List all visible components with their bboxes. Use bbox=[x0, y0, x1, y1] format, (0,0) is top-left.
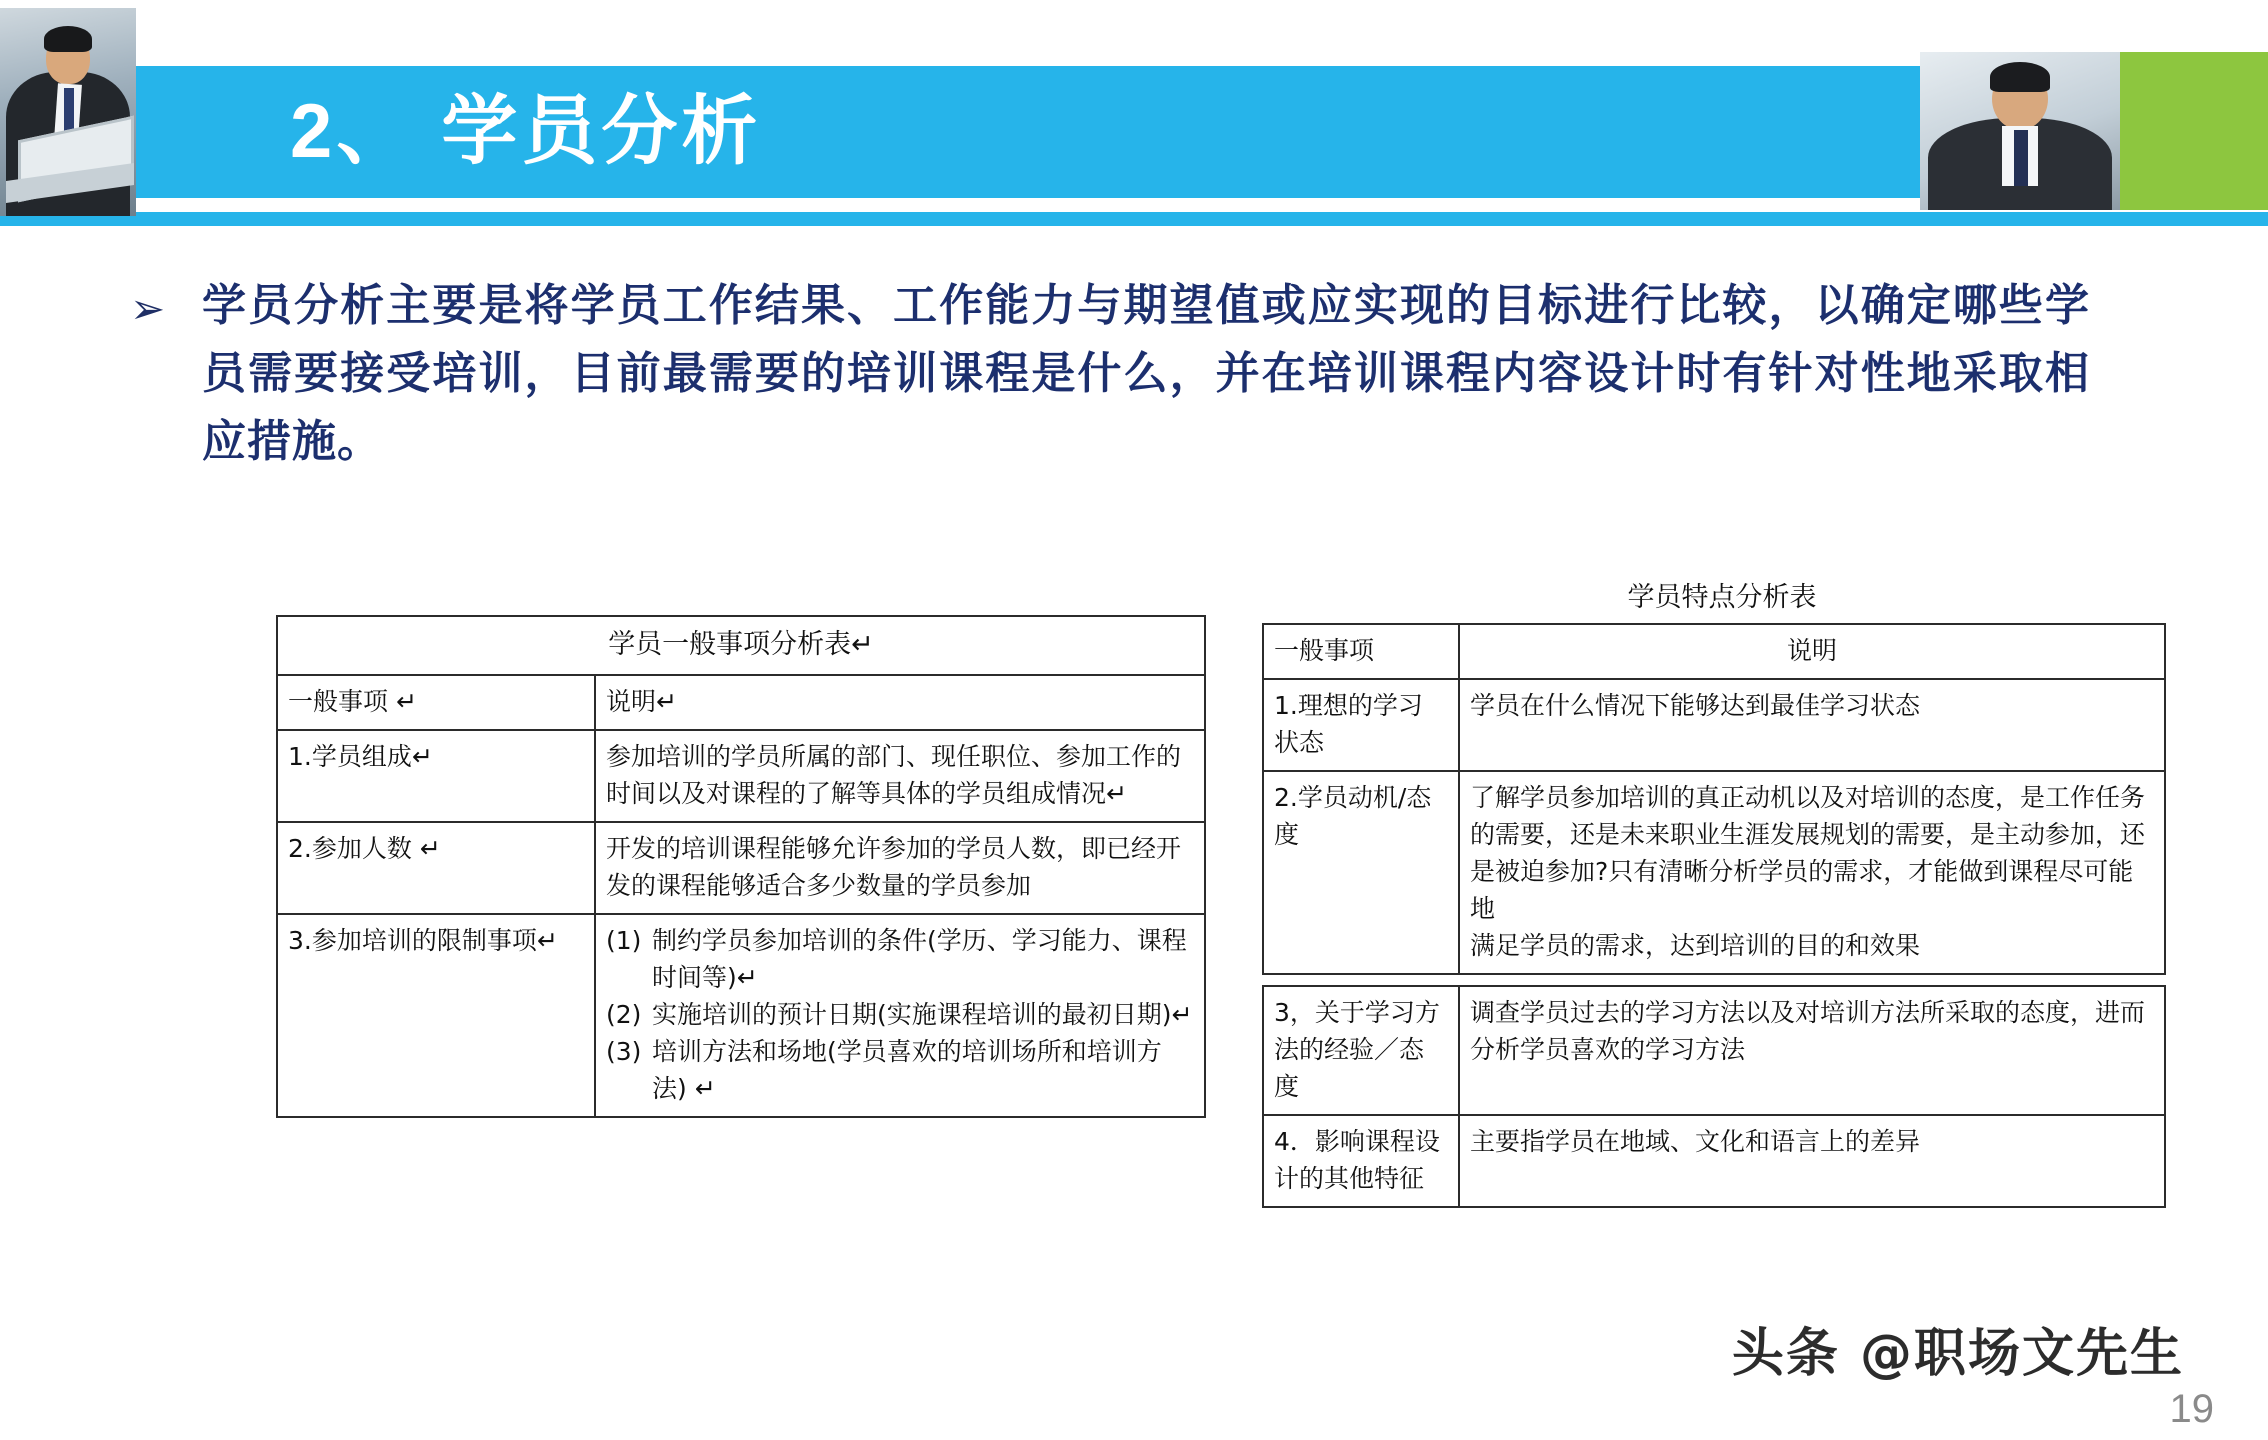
right-table-title: 学员特点分析表 bbox=[1627, 582, 1817, 613]
right-row1-desc-line1: 学员在什么情况下能够达到最佳学习状态 bbox=[1470, 691, 1921, 720]
table-row bbox=[1263, 986, 2165, 1115]
right-row1-item-line2: 状态 bbox=[1274, 728, 1325, 757]
left-row3-point-1 bbox=[606, 922, 1194, 996]
left-table-wrapper bbox=[276, 615, 1206, 1118]
header-photo-right bbox=[1920, 52, 2120, 210]
right-row1-item bbox=[1263, 679, 1459, 771]
table-general-items bbox=[276, 615, 1206, 1118]
table-row bbox=[1263, 679, 2165, 771]
left-row3-point-3-line2: 法) ↵ bbox=[652, 1074, 716, 1103]
left-row3-point-3-line1: 培训方法和场地(学员喜欢的培训场所和培训方 bbox=[652, 1037, 1162, 1066]
left-row3-point-3-num: (3) bbox=[606, 1037, 642, 1066]
right-row3-desc bbox=[1459, 986, 2165, 1115]
right-row4-desc bbox=[1459, 1115, 2165, 1207]
table-divider-cell-2 bbox=[1459, 974, 2165, 986]
right-row1-item-line1: 1.理想的学习 bbox=[1274, 691, 1423, 720]
table-divider-cell-1 bbox=[1263, 974, 1459, 986]
left-row2-desc bbox=[595, 822, 1205, 914]
right-row4-item-line1: 4．影响课程设 bbox=[1274, 1127, 1440, 1156]
photo-left-hair bbox=[44, 26, 92, 52]
right-row3-item-line2: 法的经验／态 bbox=[1274, 1035, 1425, 1064]
right-row2-item-line2: 度 bbox=[1274, 820, 1300, 849]
left-table-header-desc: 说明↵ bbox=[595, 675, 1205, 730]
right-row3-item-line1: 3，关于学习方 bbox=[1274, 998, 1440, 1027]
right-row2-desc-line3: 是被迫参加?只有清晰分析学员的需求，才能做到课程尽可能地 bbox=[1470, 857, 2134, 923]
right-row2-desc-line4: 满足学员的需求，达到培训的目的和效果 bbox=[1470, 931, 1921, 960]
left-row1-desc-line2: 时间以及对课程的了解等具体的学员组成情况↵ bbox=[606, 779, 1127, 808]
left-row1-item: 1.学员组成↵ bbox=[277, 730, 595, 822]
photo-right-hair bbox=[1990, 62, 2050, 92]
left-row1-desc-line1: 参加培训的学员所属的部门、现任职位、参加工作的 bbox=[606, 742, 1182, 771]
right-row2-desc-line1: 了解学员参加培训的真正动机以及对培训的态度，是工作任务 bbox=[1470, 783, 2146, 812]
right-row3-item bbox=[1263, 986, 1459, 1115]
left-table-header-item: 一般事项 ↵ bbox=[277, 675, 595, 730]
table-divider-row bbox=[1263, 974, 2165, 986]
left-row2-desc-line1: 开发的培训课程能够允许参加的学员人数，即已经开 bbox=[606, 834, 1182, 863]
table-row bbox=[1263, 1115, 2165, 1207]
bullet-arrow-icon: ➢ bbox=[130, 285, 166, 332]
left-row3-item: 3.参加培训的限制事项↵ bbox=[277, 914, 595, 1117]
right-table-header-item: 一般事项 bbox=[1263, 624, 1459, 679]
left-row3-point-2-line1: 实施培训的预计日期(实施课程培训的最初日期)↵ bbox=[652, 1000, 1193, 1029]
left-row3-point-3 bbox=[606, 1033, 1194, 1107]
left-row2-item: 2.参加人数 ↵ bbox=[277, 822, 595, 914]
left-table-title: 学员一般事项分析表↵ bbox=[277, 616, 1205, 675]
watermark-text: 头条 @职场文先生 bbox=[1731, 1324, 2184, 1384]
table-row bbox=[277, 822, 1205, 914]
right-row1-desc bbox=[1459, 679, 2165, 771]
right-row2-item bbox=[1263, 771, 1459, 974]
lead-paragraph-text: 学员分析主要是将学员工作结果、工作能力与期望值或应实现的目标进行比较，以确定哪些学员需要接受培训，目前最需要的培训课程是什么，并在培训课程内容设计时有针对性地采取相应措施。 bbox=[202, 281, 2090, 466]
table-learner-traits bbox=[1262, 623, 2166, 1208]
right-row2-desc bbox=[1459, 771, 2165, 974]
right-table-header-desc: 说明 bbox=[1459, 624, 2165, 679]
table-row bbox=[277, 616, 1205, 675]
left-row3-point-1-line2: 时间等)↵ bbox=[652, 963, 758, 992]
table-row bbox=[277, 730, 1205, 822]
photo-right-tie bbox=[2014, 130, 2028, 186]
table-row bbox=[277, 914, 1205, 1117]
header-underline bbox=[0, 212, 2268, 226]
left-row1-desc bbox=[595, 730, 1205, 822]
right-row2-item-line1: 2.学员动机/态 bbox=[1274, 783, 1432, 812]
table-header-row bbox=[277, 675, 1205, 730]
right-row2-desc-line2: 的需要，还是未来职业生涯发展规划的需要，是主动参加，还 bbox=[1470, 820, 2146, 849]
header-green-accent bbox=[2120, 52, 2268, 210]
right-row4-item bbox=[1263, 1115, 1459, 1207]
page-number: 19 bbox=[2169, 1387, 2214, 1431]
slide-header bbox=[0, 0, 2268, 228]
left-row3-point-1-num: (1) bbox=[606, 926, 642, 955]
left-row3-point-2-num: (2) bbox=[606, 1000, 642, 1029]
right-row4-item-line2: 计的其他特征 bbox=[1274, 1164, 1425, 1193]
left-row3-desc bbox=[595, 914, 1205, 1117]
left-row3-point-2 bbox=[606, 996, 1194, 1033]
page-title: 2、 学员分析 bbox=[290, 89, 762, 174]
table-row bbox=[1263, 771, 2165, 974]
right-row4-desc-line1: 主要指学员在地域、文化和语言上的差异 bbox=[1470, 1127, 1921, 1156]
table-header-row bbox=[1263, 624, 2165, 679]
right-row3-desc-line1: 调查学员过去的学习方法以及对培训方法所采取的态度，进而 bbox=[1470, 998, 2146, 1027]
lead-paragraph bbox=[130, 272, 2090, 476]
header-photo-left bbox=[0, 8, 136, 216]
right-row3-desc-line2: 分析学员喜欢的学习方法 bbox=[1470, 1035, 1746, 1064]
right-table-wrapper bbox=[1262, 575, 2182, 1208]
left-row2-desc-line2: 发的课程能够适合多少数量的学员参加 bbox=[606, 871, 1032, 900]
right-row3-item-line3: 度 bbox=[1274, 1072, 1300, 1101]
left-row3-point-1-line1: 制约学员参加培训的条件(学历、学习能力、课程 bbox=[652, 926, 1187, 955]
